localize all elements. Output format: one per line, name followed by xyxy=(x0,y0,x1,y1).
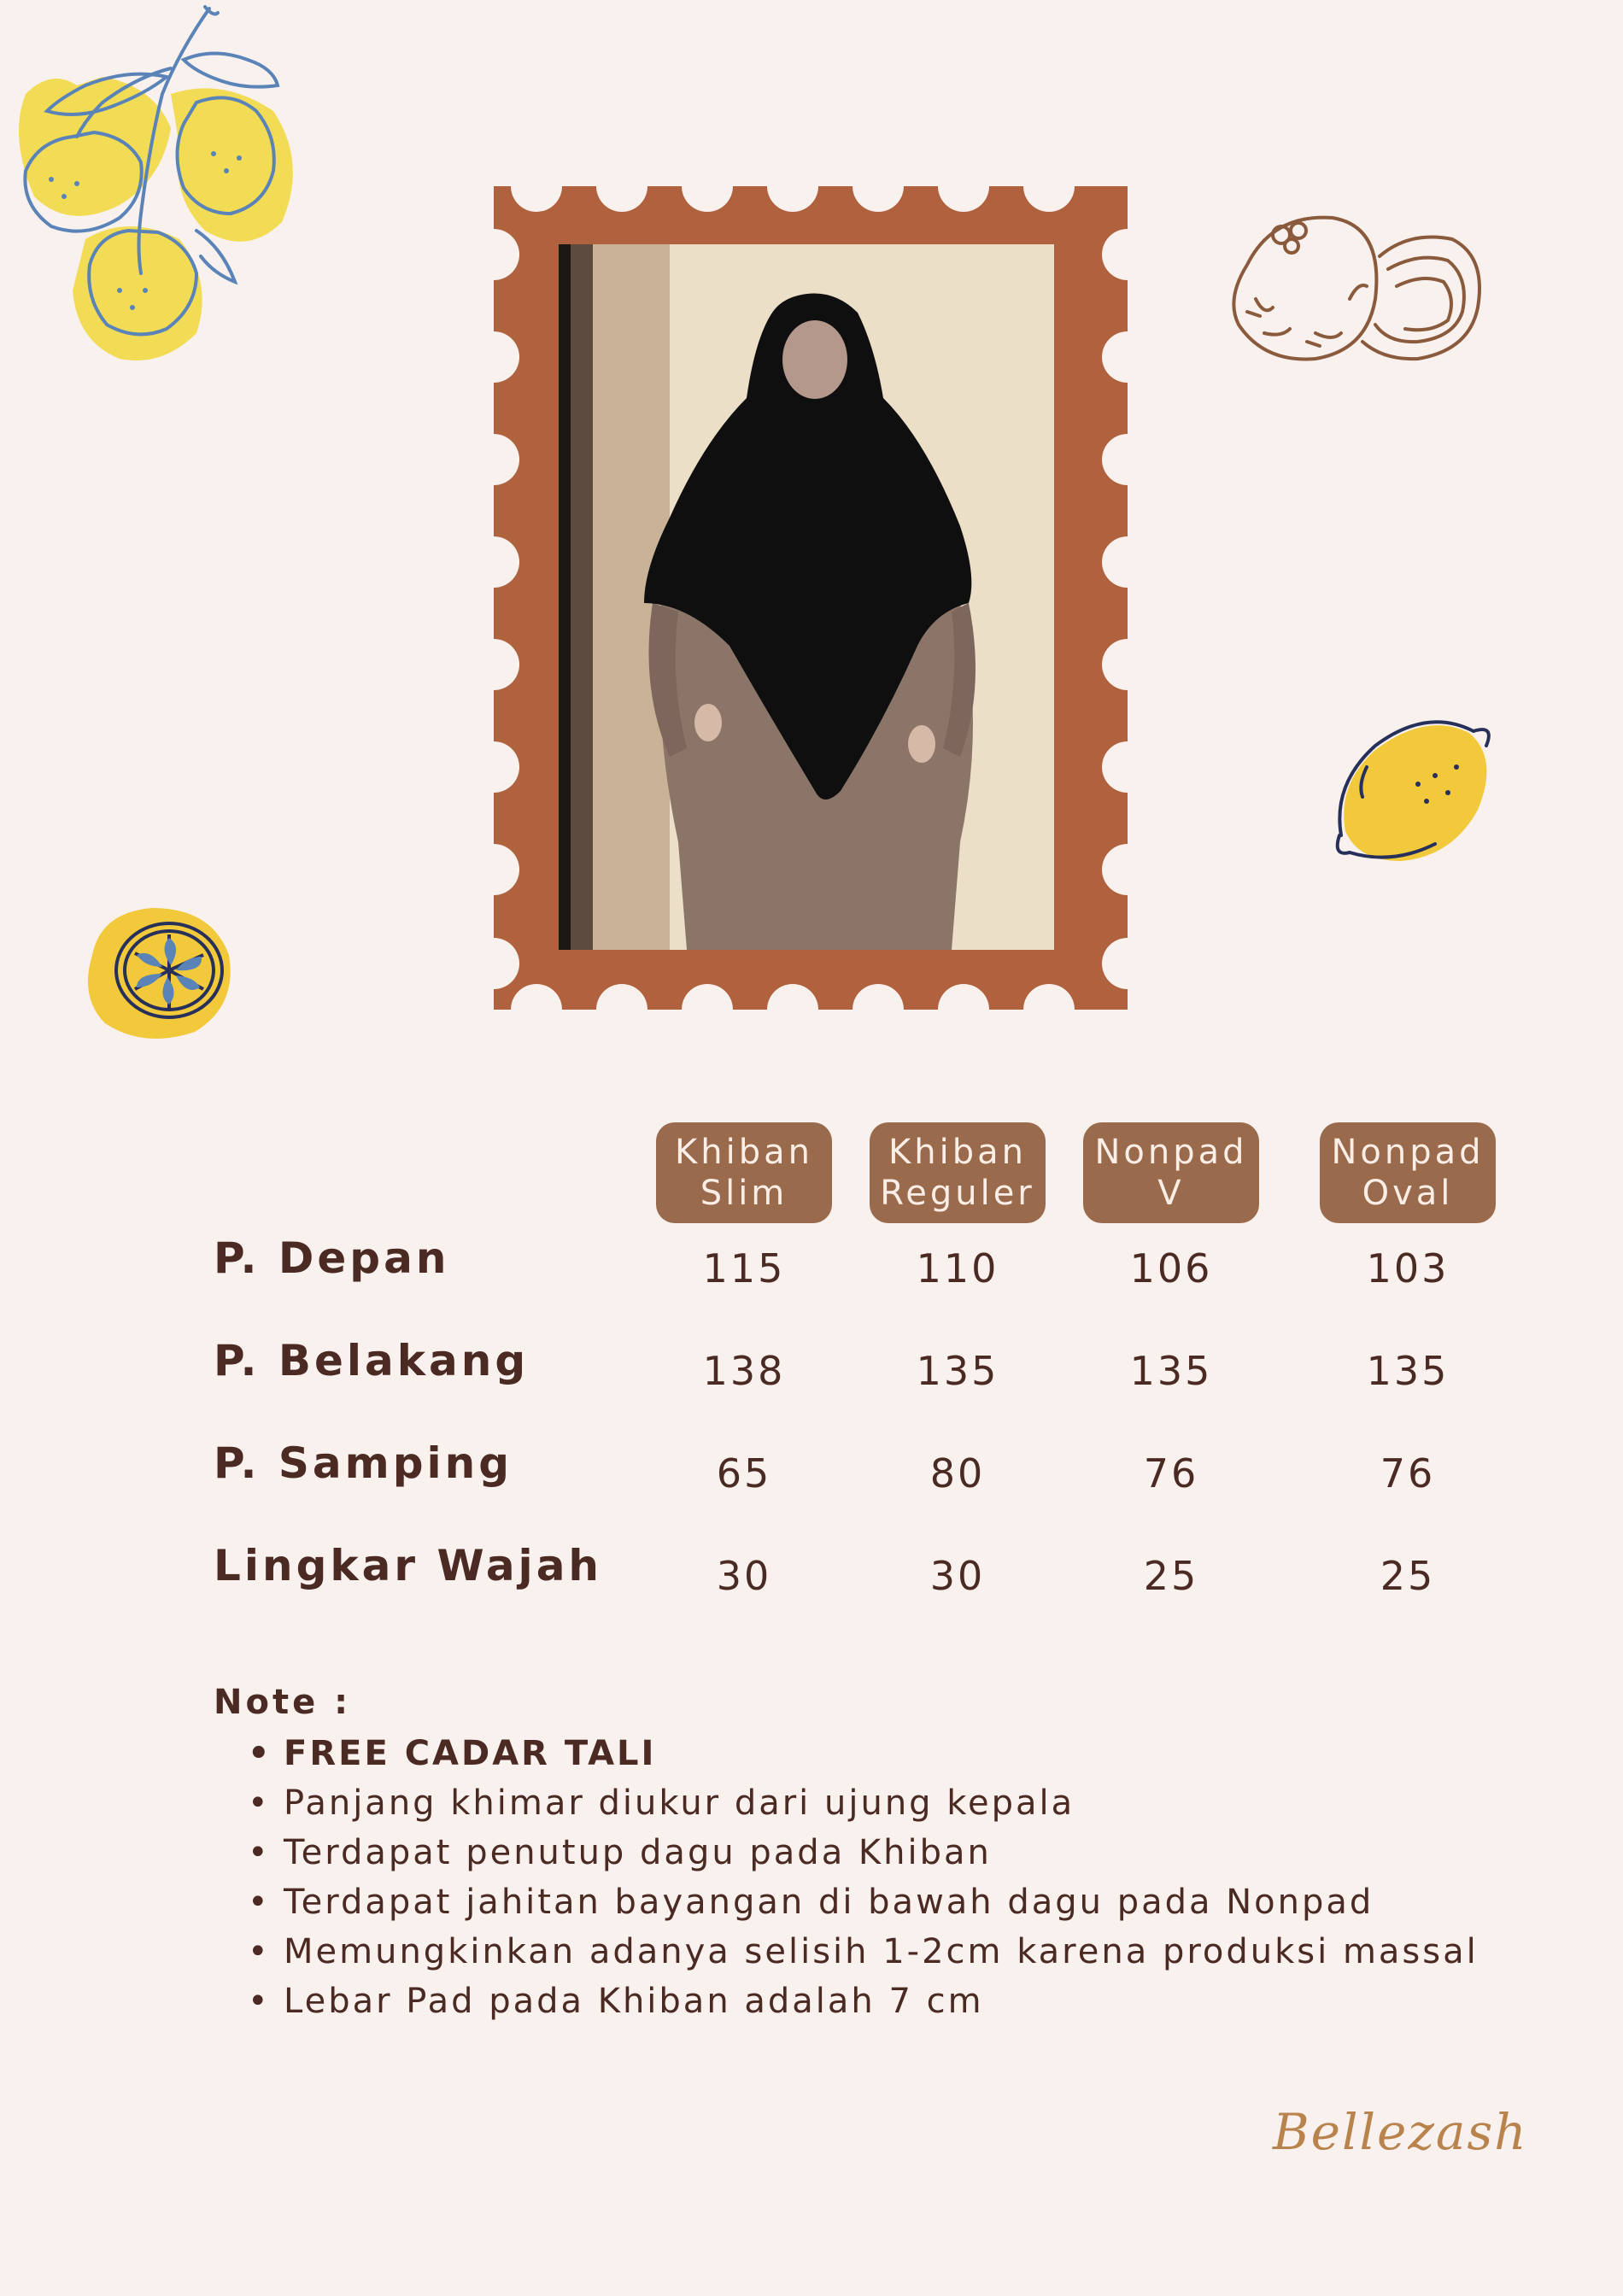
table-cell: 115 xyxy=(702,1245,786,1292)
note-item: • Panjang khimar diukur dari ujung kepala xyxy=(248,1778,1479,1828)
coconut-icon xyxy=(1213,205,1486,376)
note-item: • Terdapat jahitan bayangan di bawah dagu pada Nonpad xyxy=(248,1877,1479,1927)
column-header-khiban-slim: Khiban Slim xyxy=(656,1122,832,1223)
row-label-p-belakang: P. Belakang xyxy=(214,1336,530,1385)
table-cell: 135 xyxy=(916,1348,999,1394)
note-item: • Memungkinkan adanya selisih 1-2cm karena produksi massal xyxy=(248,1927,1479,1977)
brand-signature: Bellezash xyxy=(1273,2103,1528,2161)
table-cell: 110 xyxy=(916,1245,999,1292)
table-cell: 106 xyxy=(1129,1245,1213,1292)
table-cell: 135 xyxy=(1366,1348,1450,1394)
row-label-lingkar-wajah: Lingkar Wajah xyxy=(214,1541,603,1590)
note-item: • Terdapat penutup dagu pada Khiban xyxy=(248,1828,1479,1877)
table-cell: 76 xyxy=(1380,1450,1436,1496)
note-item: • FREE CADAR TALI xyxy=(248,1729,1479,1778)
table-cell: 80 xyxy=(929,1450,986,1496)
lemon-slice-icon xyxy=(75,904,246,1049)
row-label-p-depan: P. Depan xyxy=(214,1233,450,1283)
note-item: • Lebar Pad pada Khiban adalah 7 cm xyxy=(248,1977,1479,2026)
column-header-nonpad-v: Nonpad V xyxy=(1083,1122,1259,1223)
column-header-khiban-reguler: Khiban Reguler xyxy=(870,1122,1046,1223)
lemon-icon xyxy=(1333,716,1495,870)
table-cell: 138 xyxy=(702,1348,786,1394)
table-cell: 25 xyxy=(1380,1553,1436,1599)
table-cell: 30 xyxy=(929,1553,986,1599)
product-photo xyxy=(559,244,1054,950)
table-cell: 25 xyxy=(1143,1553,1199,1599)
table-cell: 30 xyxy=(716,1553,772,1599)
note-list xyxy=(248,1729,1479,2026)
column-header-nonpad-oval: Nonpad Oval xyxy=(1320,1122,1496,1223)
table-cell: 65 xyxy=(716,1450,772,1496)
note-title: Note : xyxy=(214,1683,352,1722)
lemon-branch-icon xyxy=(0,0,308,376)
table-cell: 103 xyxy=(1366,1245,1450,1292)
table-cell: 76 xyxy=(1143,1450,1199,1496)
table-cell: 135 xyxy=(1129,1348,1213,1394)
row-label-p-samping: P. Samping xyxy=(214,1438,513,1488)
